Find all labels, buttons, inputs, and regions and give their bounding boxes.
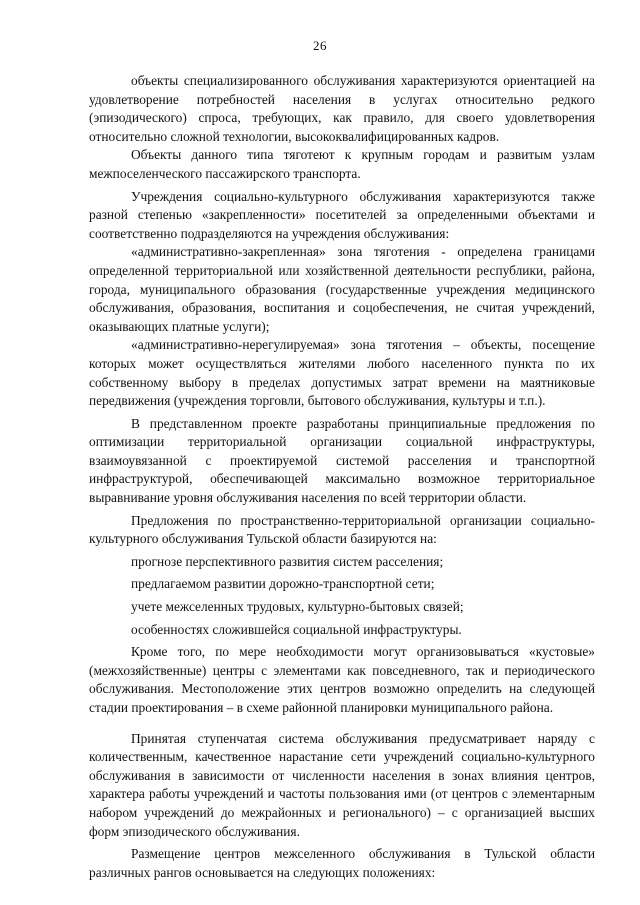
paragraph: «административно-нерегулируемая» зона тяготения – объекты, посещение которых может осуществляться жителями любого населенного пункта по их собственному выбору в пределах допустимых затрат времени на маятниковые передвижения (учреждения торговли, бытового обслуживания, культуры и т.п.). <box>89 337 595 409</box>
paragraph: Учреждения социально-культурного обслуживания характеризуются также разной степенью «закрепленности» посетителей за определенными объектами и соответственно подразделяются на учреждения обслуживания: <box>89 188 595 241</box>
paragraph: Размещение центров межселенного обслуживания в Тульской области различных рангов основывается на следующих положениях: <box>89 846 595 880</box>
list-item: особенностях сложившейся социальной инфраструктуры. <box>131 621 462 637</box>
page-number: 26 <box>313 38 327 53</box>
paragraph: В представленном проекте разработаны принципиальные предложения по оптимизации территориальной организации социальной инфраструктуры, взаимоувязанной с проектируемой системой расселения и транспортной инфраструктурой, обеспечивающей максимально возможное территориальное выравнивание уровня обслуживания населения по всей территории области. <box>89 415 595 506</box>
paragraph: объекты специализированного обслуживания характеризуются ориентацией на удовлетворение потребностей населения в услугах относительно редкого (эпизодического) спроса, требующих, как правило, для своего удовлетворения относительно сложной технологии, высококвалифицированных кадров. <box>89 73 595 144</box>
document-body <box>89 72 595 882</box>
list-item: прогнозе перспективного развития систем расселения; <box>131 553 444 569</box>
paragraph: «административно-закрепленная» зона тяготения - определена границами определенной территориальной или хозяйственной деятельности республики, района, города, муниципального образования (государственные учреждения медицинского обслуживания, образования, воспитания и соцобеспечения, не считая учреждений, оказывающих платные услуги); <box>89 244 595 334</box>
paragraph: Кроме того, по мере необходимости могут организовываться «кустовые» (межхозяйственные) центры с элементами как повседневного, так и периодического обслуживания. Местоположение этих центров возможно определить на следующей стадии проектирования – в схеме районной планировки муниципального района. <box>89 644 595 715</box>
paragraph: Принятая ступенчатая система обслуживания предусматривает наряду с количественным, качественное нарастание сети учреждений социально-культурного обслуживания в зависимости от численности населения в зонах влияния центров, характера работы учреждений и частоты пользования ими (от центров с элементарным набором учреждений до межрайонных и регионального) – с организацией высших форм эпизодического обслуживания. <box>89 730 595 839</box>
list-item: учете межселенных трудовых, культурно-бытовых связей; <box>131 599 464 615</box>
paragraph: Объекты данного типа тяготеют к крупным городам и развитым узлам межпоселенческого пассажирского транспорта. <box>89 147 595 181</box>
paragraph: Предложения по пространственно-территориальной организации социально-культурного обслуживания Тульской области базируются на: <box>89 512 595 547</box>
list-item: предлагаемом развитии дорожно-транспортной сети; <box>131 576 435 592</box>
